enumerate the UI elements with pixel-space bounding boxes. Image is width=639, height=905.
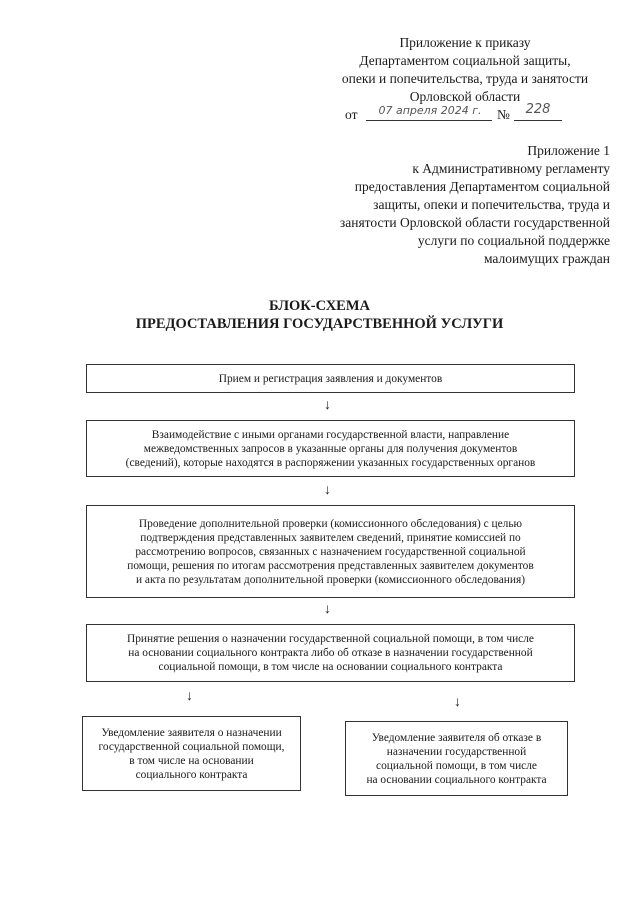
flow-step-interaction (86, 420, 575, 477)
page-subtitle: ПРЕДОСТАВЛЕНИЯ ГОСУДАРСТВЕННОЙ УСЛУГИ (135, 316, 504, 332)
flow-step-text: Принятие решения о назначении государственной социальной помощи, в том числе (127, 633, 534, 645)
approval-line: опеки и попечительства, труда и занятости (341, 71, 589, 86)
appendix-line: малоимущих граждан (483, 251, 610, 266)
date-underline (366, 120, 492, 121)
flow-step-verification (86, 505, 575, 598)
flow-step-text: подтверждения представленных заявителем сведений, принятие комиссией по (140, 531, 521, 544)
appendix-line: к Административному регламенту (412, 161, 610, 176)
flow-result-text: социальной помощи, в том числе (376, 759, 537, 772)
appendix-line: занятости Орловской области государственной (339, 215, 610, 230)
flow-step-decision (86, 624, 575, 682)
flow-step-text: Взаимодействие с иными органами государственной власти, направление (151, 428, 510, 441)
appendix-line: защиты, опеки и попечительства, труда и (373, 197, 610, 212)
flow-step-text: и акта по результатам дополнительной проверки (комиссионного обследования) (135, 573, 525, 586)
flow-step-text: на основании социального контракта либо об отказе в назначении государственной (128, 647, 533, 659)
appendix-line: Приложение 1 (527, 143, 610, 158)
flow-result-text: назначении государственной (386, 745, 527, 758)
flow-step-text: рассмотрению вопросов, связанных с назначением государственной социальной (135, 545, 526, 558)
flow-result-refusal (345, 721, 568, 796)
flow-arrow-left: ↓ (186, 689, 193, 704)
approval-line: Департаментом социальной защиты, (359, 53, 571, 68)
flow-arrow: ↓ (324, 398, 331, 413)
flow-arrow-right: ↓ (454, 695, 461, 710)
flow-result-text: на основании социального контракта (366, 773, 547, 786)
number-underline (514, 120, 562, 121)
date-value: 07 апреля 2024 г. (378, 104, 482, 117)
flow-arrow: ↓ (324, 602, 331, 617)
appendix-line: предоставления Департаментом социальной (354, 179, 610, 194)
flow-result-text: в том числе на основании (129, 754, 254, 767)
page-title: БЛОК-СХЕМА (268, 298, 371, 314)
approval-line: Орловской области (409, 89, 521, 104)
flow-step-text: социальной помощи, в том числе на основании социального контракта (158, 661, 503, 673)
flow-step-text: (сведений), которые находятся в распоряжении указанных государственных органов (125, 456, 536, 469)
flow-step-text: помощи, решения по итогам рассмотрения представленных заявителем документов (127, 559, 534, 572)
approval-line: Приложение к приказу (399, 35, 531, 50)
flow-result-text: государственной социальной помощи, (98, 740, 285, 753)
flow-step-reception (86, 364, 575, 393)
date-prefix: от (345, 107, 358, 122)
number-prefix: № (497, 107, 510, 122)
flow-result-text: социального контракта (135, 768, 248, 781)
number-value: 228 (525, 102, 551, 117)
flow-step-text: Проведение дополнительной проверки (комиссионного обследования) с целью (138, 517, 523, 530)
flow-step-text: межведомственных запросов в указанные органы для получения документов (143, 442, 518, 455)
flow-arrow: ↓ (324, 483, 331, 498)
flow-step-text: Прием и регистрация заявления и документов (218, 372, 443, 385)
flow-result-text: Уведомление заявителя об отказе в (371, 731, 542, 744)
flow-result-text: Уведомление заявителя о назначении (101, 726, 282, 739)
flow-result-approval (82, 716, 301, 791)
appendix-line: услуги по социальной поддержке (417, 233, 610, 248)
